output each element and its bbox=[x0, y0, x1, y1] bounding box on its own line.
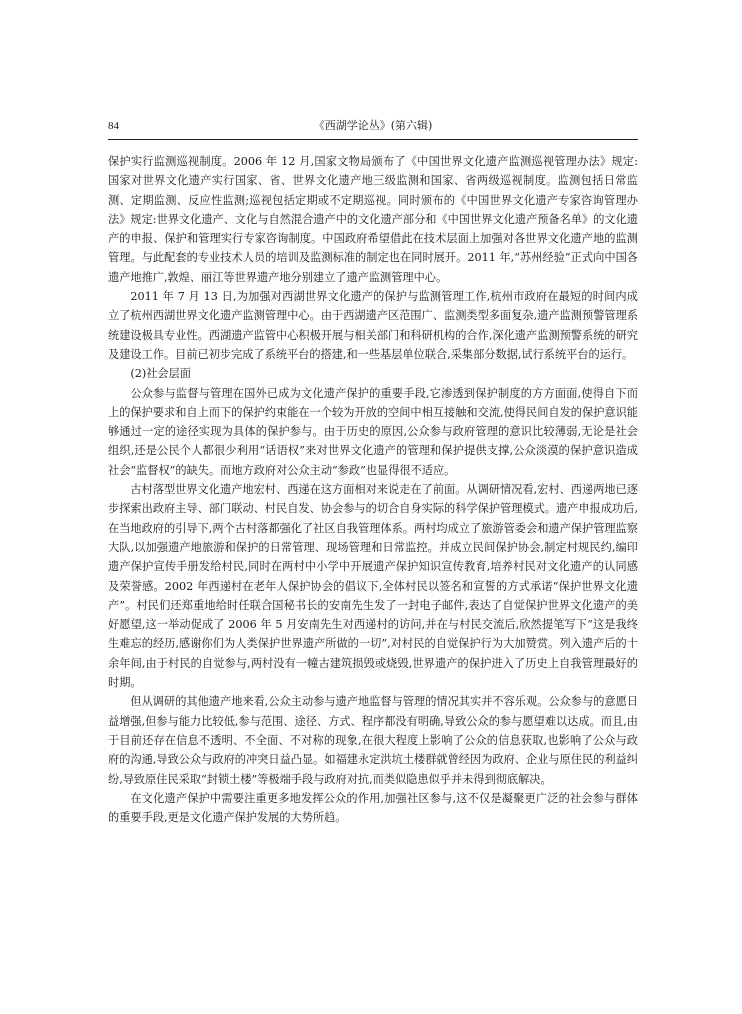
paragraph: 2011 年 7 月 13 日,为加强对西湖世界文化遗产的保护与监测管理工作,杭州市政府在最短的时间内成立了杭州西湖世界文化遗产监测管理中心。由于西湖遗产区范围广、监测类型多面复杂,遗产监测预警管理系统建设极具专业性。西湖遗产监管中心积极开展与相关部门和科研机构的合作,深化遗产监测预警系统的研究及建设工作。目前已初步完成了系统平台的搭建,和一些基层单位联合,采集部分数据,试行系统平台的运行。 bbox=[108, 290, 638, 361]
header-rule bbox=[108, 139, 638, 140]
section-subheading: (2)社会层面 bbox=[130, 367, 191, 381]
paragraph: 但从调研的其他遗产地来看,公众主动参与遗产地监督与管理的情况其实并不容乐观。公众参与的意愿日益增强,但参与能力比较低,参与范围、途径、方式、程序都没有明确,导致公众的参与愿望难以达成。而且,由于目前还存在信息不透明、不全面、不对称的现象,在很大程度上影响了公众的信息获取,也影响了公众与政府的沟通,导致公众与政府的冲突日益凸显。如福建永定洪坑土楼群就曾经因为政府、企业与原住民的利益纠纷,导致原住民采取“封锁土楼”等极端手段与政府对抗,而类似隐患似乎并未得到彻底解决。 bbox=[108, 695, 638, 786]
running-title: 《西湖学论丛》(第六辑) bbox=[313, 119, 433, 132]
page-number: 84 bbox=[108, 120, 119, 132]
paragraph-continuation: 保护实行监测巡视制度。2006 年 12 月,国家文物局颁布了《中国世界文化遗产监测巡视管理办法》规定:国家对世界文化遗产实行国家、省、世界文化遗产地三级监测和国家、省两级巡视制度。监测包括日常监测、定期监测、反应性监测;巡视包括定期或不定期巡视。同时颁布的《中国世界文化遗产专家咨询管理办法》规定:世界文化遗产、文化与自然混合遗产中的文化遗产部分和《中国世界文化遗产预备名单》的文化遗产的申报、保护和管理实行专家咨询制度。中国政府希望借此在技术层面上加强对各世界文化遗产地的监测管理。与此配套的专业技术人员的培训及监测标准的制定也在同时展开。2011 年,“苏州经验”正式向中国各遗产地推广,敦煌、丽江等世界遗产地分别建立了遗产监测管理中心。 bbox=[108, 155, 638, 284]
paragraph: 公众参与监督与管理在国外已成为文化遗产保护的重要手段,它渗透到保护制度的方方面面,使得自下而上的保护要求和自上而下的保护约束能在一个较为开放的空间中相互接触和交流,使得民间自发的保护意识能够通过一定的途径实现为具体的保护参与。由于历史的原因,公众参与政府管理的意识比较薄弱,无论是社会组织,还是公民个人都很少利用“话语权”来对世界文化遗产的管理和保护提供支撑,公众淡漠的保护意识造成社会“监督权”的缺失。而地方政府对公众主动“参政”也显得很不适应。 bbox=[108, 386, 638, 477]
page-header bbox=[108, 118, 638, 134]
paragraph: 在文化遗产保护中需要注重更多地发挥公众的作用,加强社区参与,这不仅是凝聚更广泛的社会参与群体的重要手段,更是文化遗产保护发展的大势所趋。 bbox=[108, 791, 638, 825]
paragraph: 古村落型世界文化遗产地宏村、西递在这方面相对来说走在了前面。从调研情况看,宏村、西递两地已逐步探索出政府主导、部门联动、村民自发、协会参与的切合自身实际的科学保护管理模式。遗产申报成功后,在当地政府的引导下,两个古村落都强化了社区自我管理体系。两村均成立了旅游管委会和遗产保护管理监察大队,以加强遗产地旅游和保护的日常管理、现场管理和日常监控。并成立民间保护协会,制定村规民约,编印遗产保护宣传手册发给村民,同时在两村中小学中开展遗产保护知识宣传教育,培养村民对文化遗产的认同感及荣誉感。2002 年西递村在老年人保护协会的倡议下,全体村民以签名和宣誓的方式承诺“保护世界文化遗产”。村民们还郑重地给时任联合国秘书长的安南先生发了一封电子邮件,表达了自觉保护世界文化遗产的美好愿望,这一举动促成了 2006 年 5 月安南先生对西递村的访问,并在与村民交流后,欣然提笔写下“这是我终生难忘的经历,感谢你们为人类保护世界遗产所做的一切”,对村民的自觉保护行为大加赞赏。列入遗产后的十余年间,由于村民的自觉参与,两村没有一幢古建筑损毁或烧毁,世界遗产的保护进入了历史上自我管理最好的时期。 bbox=[108, 483, 638, 690]
body-text bbox=[108, 152, 638, 827]
